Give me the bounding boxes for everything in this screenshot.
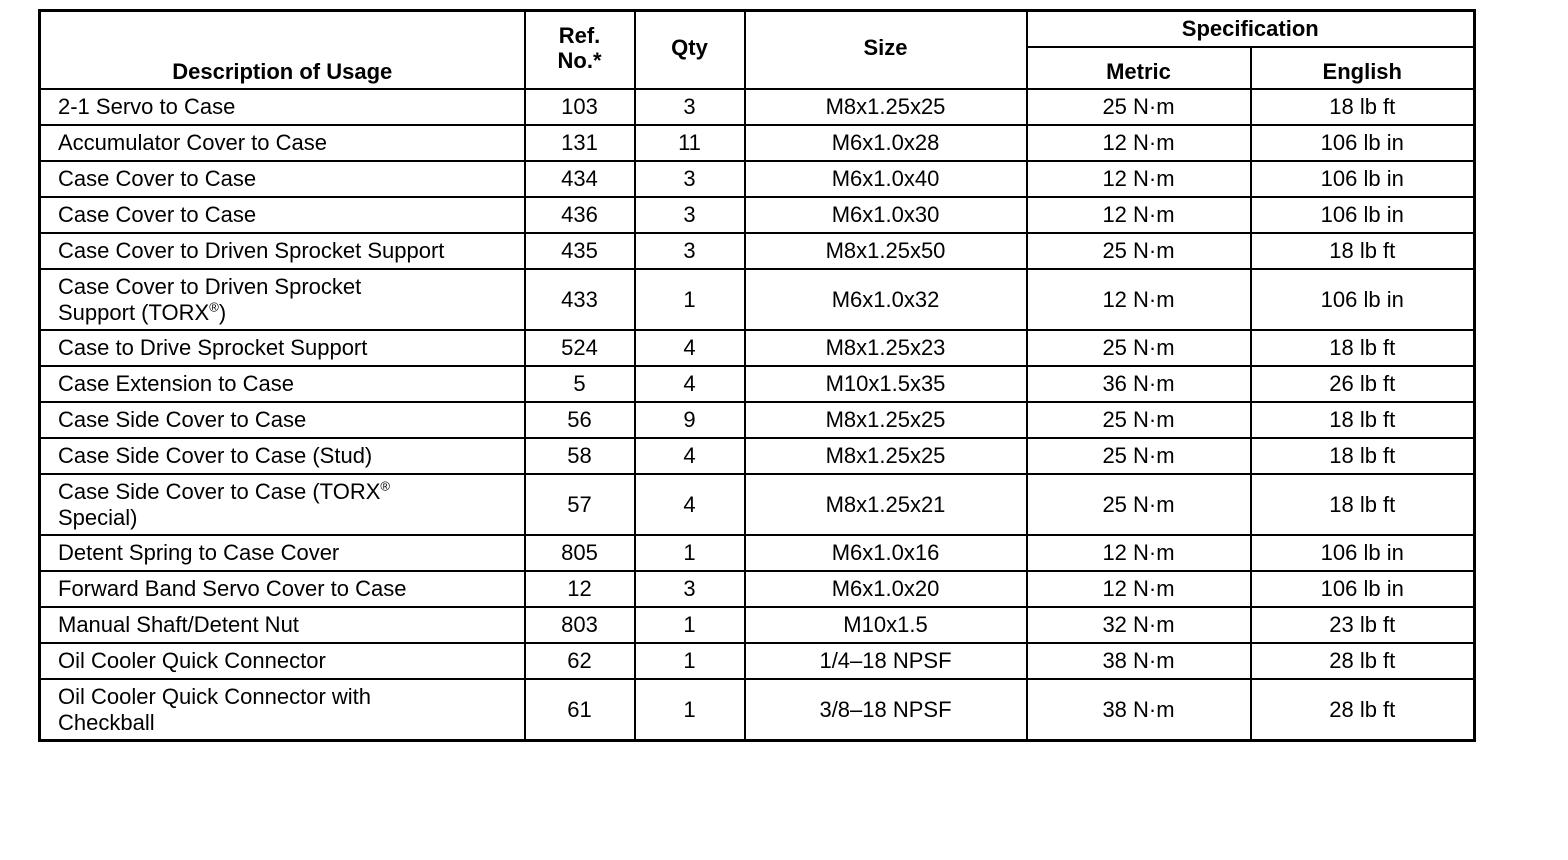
cell-ref: 805	[525, 535, 635, 571]
cell-description: 2-1 Servo to Case	[40, 89, 525, 125]
description-line-2: Special)	[58, 504, 138, 530]
table-row	[40, 474, 1475, 535]
table-header	[40, 11, 1475, 90]
cell-ref: 57	[525, 474, 635, 535]
cell-metric: 25 N·m	[1027, 233, 1251, 269]
cell-ref: 58	[525, 438, 635, 474]
cell-english: 106 lb in	[1251, 269, 1475, 330]
cell-ref: 435	[525, 233, 635, 269]
cell-english: 18 lb ft	[1251, 330, 1475, 366]
cell-size: M10x1.5x35	[745, 366, 1027, 402]
cell-english: 106 lb in	[1251, 125, 1475, 161]
cell-ref: 61	[525, 679, 635, 741]
cell-metric: 12 N·m	[1027, 161, 1251, 197]
table-row	[40, 535, 1475, 571]
cell-english: 28 lb ft	[1251, 643, 1475, 679]
cell-description: Manual Shaft/Detent Nut	[40, 607, 525, 643]
table-row	[40, 402, 1475, 438]
cell-description: Detent Spring to Case Cover	[40, 535, 525, 571]
cell-qty: 3	[635, 233, 745, 269]
registered-mark: ®	[209, 299, 219, 315]
cell-ref: 5	[525, 366, 635, 402]
cell-qty: 4	[635, 330, 745, 366]
table-row	[40, 125, 1475, 161]
cell-qty: 1	[635, 643, 745, 679]
cell-ref: 56	[525, 402, 635, 438]
cell-size: M10x1.5	[745, 607, 1027, 643]
table-row	[40, 679, 1475, 741]
cell-qty: 11	[635, 125, 745, 161]
cell-description: Case Extension to Case	[40, 366, 525, 402]
header-metric: Metric	[1027, 47, 1251, 89]
cell-english: 106 lb in	[1251, 571, 1475, 607]
cell-size: M6x1.0x16	[745, 535, 1027, 571]
description-line-2: Support (TORX	[58, 299, 210, 325]
cell-metric: 32 N·m	[1027, 607, 1251, 643]
description-line-2: Checkball	[58, 709, 155, 735]
cell-description: Case to Drive Sprocket Support	[40, 330, 525, 366]
cell-description: Oil Cooler Quick Connector	[40, 643, 525, 679]
cell-qty: 1	[635, 607, 745, 643]
cell-english: 106 lb in	[1251, 535, 1475, 571]
cell-ref: 62	[525, 643, 635, 679]
cell-size: M8x1.25x25	[745, 89, 1027, 125]
table-row	[40, 438, 1475, 474]
cell-size: M8x1.25x50	[745, 233, 1027, 269]
cell-description: Case Cover to Case	[40, 161, 525, 197]
torque-spec-table	[38, 9, 1476, 742]
cell-metric: 25 N·m	[1027, 438, 1251, 474]
cell-metric: 12 N·m	[1027, 125, 1251, 161]
cell-size: 3/8–18 NPSF	[745, 679, 1027, 741]
cell-size: 1/4–18 NPSF	[745, 643, 1027, 679]
cell-metric: 12 N·m	[1027, 269, 1251, 330]
cell-metric: 38 N·m	[1027, 643, 1251, 679]
cell-description	[40, 269, 525, 330]
cell-qty: 1	[635, 535, 745, 571]
cell-ref: 103	[525, 89, 635, 125]
cell-qty: 4	[635, 438, 745, 474]
description-line-1: Case Side Cover to Case (TORX	[58, 479, 381, 505]
cell-english: 18 lb ft	[1251, 233, 1475, 269]
cell-english: 106 lb in	[1251, 197, 1475, 233]
cell-size: M6x1.0x20	[745, 571, 1027, 607]
cell-qty: 4	[635, 366, 745, 402]
table-row	[40, 161, 1475, 197]
cell-size: M8x1.25x21	[745, 474, 1027, 535]
cell-metric: 12 N·m	[1027, 197, 1251, 233]
cell-english: 28 lb ft	[1251, 679, 1475, 741]
cell-metric: 25 N·m	[1027, 402, 1251, 438]
cell-ref: 434	[525, 161, 635, 197]
table-row	[40, 366, 1475, 402]
cell-english: 18 lb ft	[1251, 402, 1475, 438]
cell-description: Accumulator Cover to Case	[40, 125, 525, 161]
cell-description: Case Cover to Case	[40, 197, 525, 233]
cell-ref: 436	[525, 197, 635, 233]
cell-ref: 803	[525, 607, 635, 643]
table-row	[40, 197, 1475, 233]
header-size: Size	[745, 11, 1027, 90]
cell-metric: 36 N·m	[1027, 366, 1251, 402]
cell-size: M8x1.25x25	[745, 402, 1027, 438]
cell-english: 23 lb ft	[1251, 607, 1475, 643]
cell-ref: 131	[525, 125, 635, 161]
cell-qty: 3	[635, 161, 745, 197]
cell-qty: 3	[635, 571, 745, 607]
cell-qty: 4	[635, 474, 745, 535]
cell-size: M8x1.25x23	[745, 330, 1027, 366]
cell-english: 106 lb in	[1251, 161, 1475, 197]
cell-qty: 1	[635, 269, 745, 330]
table-row	[40, 643, 1475, 679]
table-body	[40, 89, 1475, 741]
cell-ref: 433	[525, 269, 635, 330]
table-row	[40, 571, 1475, 607]
header-qty: Qty	[635, 11, 745, 90]
cell-qty: 3	[635, 89, 745, 125]
registered-mark: ®	[380, 478, 390, 494]
cell-description: Case Side Cover to Case (Stud)	[40, 438, 525, 474]
cell-english: 18 lb ft	[1251, 438, 1475, 474]
cell-english: 18 lb ft	[1251, 474, 1475, 535]
cell-description: Case Side Cover to Case	[40, 402, 525, 438]
cell-description: Forward Band Servo Cover to Case	[40, 571, 525, 607]
header-description: Description of Usage	[40, 11, 525, 90]
cell-metric: 25 N·m	[1027, 330, 1251, 366]
cell-ref: 12	[525, 571, 635, 607]
cell-qty: 9	[635, 402, 745, 438]
cell-size: M6x1.0x40	[745, 161, 1027, 197]
header-english: English	[1251, 47, 1475, 89]
table-row	[40, 89, 1475, 125]
cell-metric: 12 N·m	[1027, 535, 1251, 571]
cell-english: 18 lb ft	[1251, 89, 1475, 125]
cell-qty: 3	[635, 197, 745, 233]
table-row	[40, 330, 1475, 366]
table-row	[40, 269, 1475, 330]
cell-size: M6x1.0x30	[745, 197, 1027, 233]
header-specification: Specification	[1027, 11, 1475, 48]
cell-metric: 38 N·m	[1027, 679, 1251, 741]
cell-english: 26 lb ft	[1251, 366, 1475, 402]
header-ref-no: Ref. No.*	[525, 11, 635, 90]
cell-description	[40, 474, 525, 535]
description-line-1: Case Cover to Driven Sprocket	[58, 274, 362, 300]
cell-metric: 12 N·m	[1027, 571, 1251, 607]
cell-description: Case Cover to Driven Sprocket Support	[40, 233, 525, 269]
table-row	[40, 233, 1475, 269]
cell-size: M8x1.25x25	[745, 438, 1027, 474]
description-line-2-end: )	[218, 299, 227, 325]
description-line-1: Oil Cooler Quick Connector with	[58, 684, 372, 710]
cell-metric: 25 N·m	[1027, 89, 1251, 125]
table-row	[40, 607, 1475, 643]
cell-description	[40, 679, 525, 741]
cell-qty: 1	[635, 679, 745, 741]
cell-ref: 524	[525, 330, 635, 366]
cell-size: M6x1.0x28	[745, 125, 1027, 161]
cell-size: M6x1.0x32	[745, 269, 1027, 330]
cell-metric: 25 N·m	[1027, 474, 1251, 535]
